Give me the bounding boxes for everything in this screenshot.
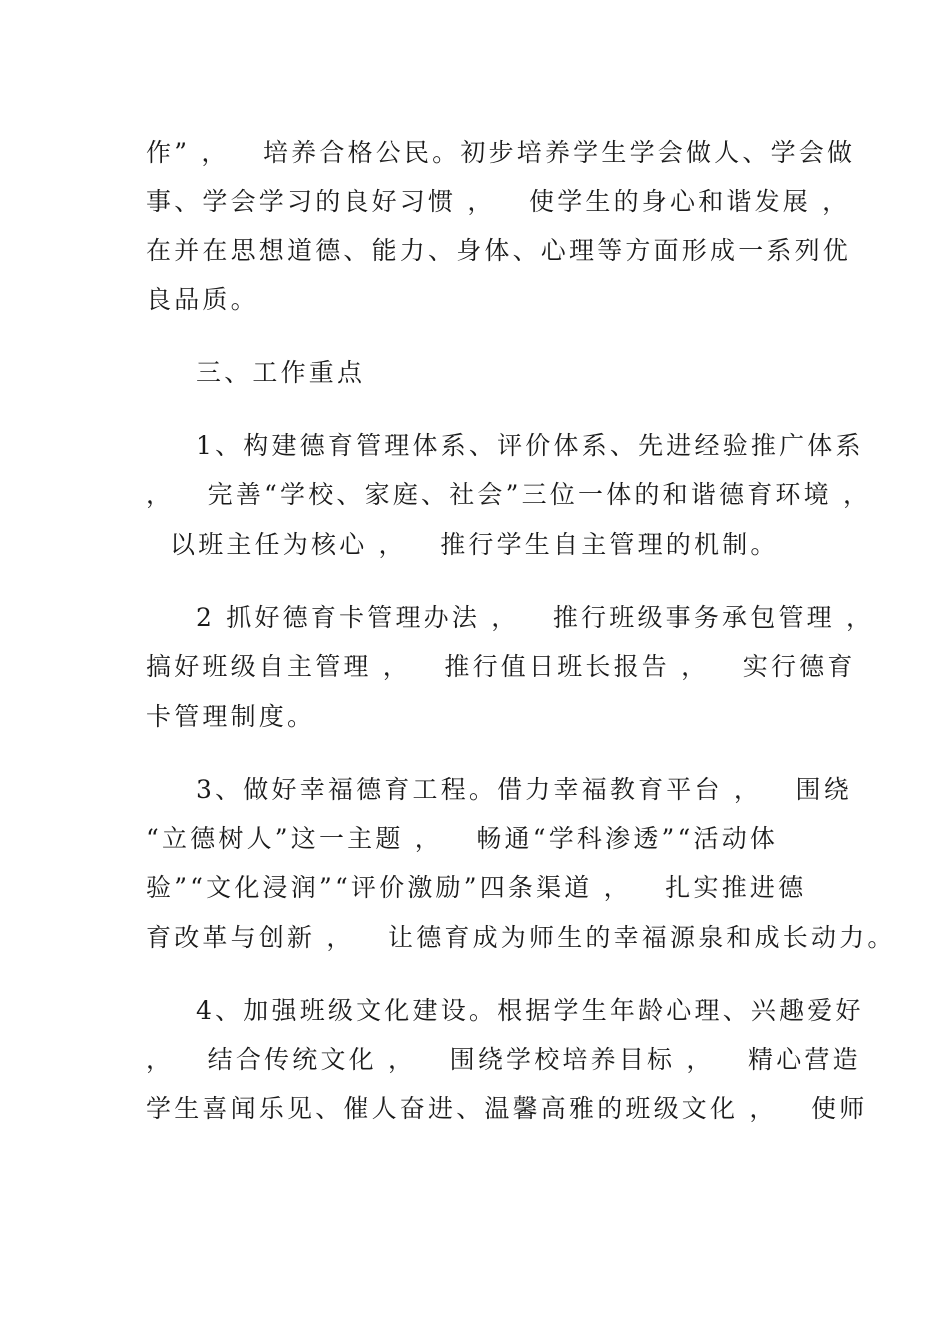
text-line: 良品质。 <box>146 285 259 314</box>
text-line: 验”“文化浸润”“评价激励”四条渠道 ， 扎实推进德 <box>146 873 807 902</box>
text-line: 作” ， 培养合格公民。初步培养学生学会做人、学会做 <box>146 138 856 167</box>
text-line: 2 抓好德育卡管理办法 ， 推行班级事务承包管理 ， <box>196 603 875 632</box>
text-line: 以班主任为核心 ， 推行学生自主管理的机制。 <box>170 530 779 559</box>
text-line: 1、构建德育管理体系、评价体系、先进经验推广体系 <box>196 431 864 460</box>
text-line: 在并在思想道德、能力、身体、心理等方面形成一系列优 <box>146 236 852 265</box>
text-line: 事、学会学习的良好习惯 ， 使学生的身心和谐发展 ， <box>146 187 851 216</box>
text-line: ， 结合传统文化 ， 围绕学校培养目标 ， 精心营造 <box>146 1045 861 1074</box>
text-line: 卡管理制度。 <box>146 702 316 731</box>
text-line: 3、做好幸福德育工程。借力幸福教育平台 ， 围绕 <box>196 775 852 804</box>
section-heading: 三、工作重点 <box>196 358 366 387</box>
text-line: 育改革与创新 ， 让德育成为师生的幸福源泉和成长动力。 <box>146 923 896 952</box>
text-line: 搞好班级自主管理 ， 推行值日班长报告 ， 实行德育 <box>146 652 856 681</box>
text-line: “立德树人”这一主题 ， 畅通“学科渗透”“活动体 <box>146 824 779 853</box>
text-line: 学生喜闻乐见、催人奋进、温馨高雅的班级文化 ， 使师 <box>146 1094 868 1123</box>
text-line: ， 完善“学校、家庭、社会”三位一体的和谐德育环境 ， <box>146 480 872 509</box>
text-line: 4、加强班级文化建设。根据学生年龄心理、兴趣爱好 <box>196 996 864 1025</box>
